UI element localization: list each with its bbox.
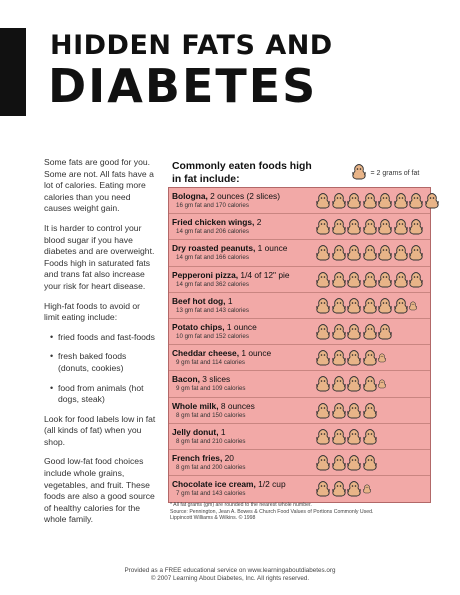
food-portion: 1/4 of 12" pie: [240, 269, 290, 280]
fat-drop-icon: [378, 218, 392, 236]
intro-paragraph-4: Look for food labels low in fat (all kinds of fat) when you shop.: [44, 413, 156, 447]
fat-drop-icon: [332, 218, 346, 236]
legend-text: = 2 grams of fat: [370, 169, 420, 177]
food-portion: 1: [227, 295, 233, 306]
fat-drop-icon: [316, 402, 330, 420]
food-portion: 1/2 cup: [258, 479, 286, 490]
food-fat-calories: 14 gm fat and 362 calories: [176, 280, 249, 288]
intro-paragraph-1: Some fats are good for you. Some are not. All fats have a lot of calories. Eating more calories than you need causes weight gain.: [44, 157, 154, 214]
fat-icon-group: [316, 192, 440, 210]
food-label: [172, 217, 261, 227]
food-portion: 1: [220, 426, 226, 437]
food-name: Pepperoni pizza,: [172, 269, 239, 280]
fat-drop-icon: [363, 323, 377, 341]
fat-drop-icon: [347, 375, 361, 393]
table-row: [169, 267, 430, 293]
fat-drop-icon: [316, 349, 330, 367]
fat-drop-icon: [332, 323, 346, 341]
food-portion: 20: [224, 452, 234, 463]
table-row: [169, 424, 430, 450]
fat-icon-group: [316, 428, 378, 446]
fat-icon-group: [316, 271, 425, 289]
fat-drop-icon: [332, 402, 346, 420]
fat-drop-icon: [332, 349, 346, 367]
food-fat-calories: 7 gm fat and 143 calories: [176, 490, 246, 498]
fat-drop-icon: [332, 297, 346, 315]
table-row: [169, 398, 430, 424]
fat-drop-icon: [394, 218, 408, 236]
footer-line: Provided as a FREE educational service on www.learningaboutdiabetes.org: [124, 567, 336, 574]
table-row: [169, 214, 430, 240]
avoid-list-item: • food from animals (hot dogs, steak): [44, 383, 156, 406]
fat-drop-icon: [363, 402, 377, 420]
fat-drop-icon: [363, 244, 377, 262]
fat-icon-group: [316, 244, 425, 262]
intro-column: [44, 157, 156, 534]
fat-icon-group: [316, 375, 388, 393]
food-name: Whole milk,: [172, 400, 219, 411]
fat-drop-icon: [409, 271, 423, 289]
avoid-list: [44, 332, 156, 406]
food-fat-calories: 8 gm fat and 150 calories: [176, 411, 246, 419]
food-portion: 2: [256, 217, 262, 228]
footer-line: © 2007 Learning About Diabetes, Inc. All rights reserved.: [150, 575, 310, 583]
fat-drop-icon: [347, 244, 361, 262]
fat-drop-icon: [363, 192, 377, 210]
food-fat-calories: 8 gm fat and 210 calories: [176, 437, 246, 445]
fat-drop-icon: [316, 297, 330, 315]
food-fat-calories: 10 gm fat and 152 calories: [176, 332, 249, 340]
table-row: [169, 371, 430, 397]
fat-icon-group: [316, 323, 394, 341]
fat-drop-icon: [363, 271, 377, 289]
fat-icon-group: [316, 480, 372, 498]
fat-drop-icon: [316, 323, 330, 341]
fat-icon-group: [316, 218, 425, 236]
legend: [352, 163, 419, 183]
table-row: [169, 188, 430, 214]
fat-drop-icon: [332, 244, 346, 262]
food-label: [172, 191, 280, 201]
food-fat-calories: 9 gm fat and 114 calories: [176, 359, 246, 367]
fat-drop-icon: [363, 454, 377, 472]
food-label: [172, 348, 271, 358]
food-portion: 8 ounces: [220, 400, 255, 411]
table-row: [169, 240, 430, 266]
food-label: [172, 401, 255, 411]
fat-drop-icon: [347, 192, 361, 210]
fat-drop-icon: [378, 244, 392, 262]
footnote-line: * All fat grams (gm) are rounded to the nearest whole number.: [170, 502, 312, 508]
fat-drop-icon: [363, 428, 377, 446]
fat-drop-icon: [332, 454, 346, 472]
avoid-list-item: • fried foods and fast-foods: [44, 332, 156, 344]
fat-drop-icon: [378, 271, 392, 289]
fat-drop-icon: [378, 192, 392, 210]
avoid-list-item: • fresh baked foods (donuts, cookies): [44, 351, 156, 374]
food-portion: 1 ounce: [226, 321, 257, 332]
fat-icon-group: [316, 349, 388, 367]
fat-drop-icon: [316, 218, 330, 236]
food-portion: 2 ounces (2 slices): [210, 191, 280, 201]
table-row: [169, 319, 430, 345]
fat-drop-icon: [332, 271, 346, 289]
fat-drop-icon: [394, 244, 408, 262]
fat-icon-group: [316, 454, 378, 472]
fat-drop-icon: [409, 218, 423, 236]
fat-drop-icon: [332, 428, 346, 446]
fat-drop-icon: [425, 192, 439, 210]
intro-paragraph-5: Good low-fat food choices include whole grains, vegetables, and fruit. These foods are also a good source of healthy calories for the whole family.: [44, 456, 155, 525]
food-name: Fried chicken wings,: [172, 217, 255, 228]
food-portion: 1 ounce: [241, 348, 272, 359]
page-title-line1: HIDDEN FATS AND: [50, 30, 333, 61]
fat-drop-icon: [363, 375, 377, 393]
food-name: Bacon,: [172, 374, 200, 385]
food-label: [172, 374, 230, 384]
fat-drop-icon: [316, 375, 330, 393]
fat-icon-group: [316, 402, 378, 420]
food-fat-calories: 9 gm fat and 109 calories: [176, 385, 246, 393]
fat-drop-icon: [316, 271, 330, 289]
fat-drop-icon: [347, 349, 361, 367]
footnote-line: Lippincott Williams & Wilkins. © 1998: [170, 515, 256, 522]
fat-drop-icon: [378, 297, 392, 315]
table-heading: Commonly eaten foods high in fat include:: [172, 161, 312, 185]
food-name: Chocolate ice cream,: [172, 479, 256, 490]
fat-drop-icon: [394, 271, 408, 289]
fat-drop-icon: [347, 218, 361, 236]
intro-paragraph-2: It is harder to control your blood sugar if you have diabetes and are overweight. Foods high in saturated fats and trans fat also increase your risk for heart disease.: [44, 222, 155, 291]
food-name: Bologna,: [172, 191, 208, 201]
table-footnote: [170, 502, 420, 522]
food-name: Beef hot dog,: [172, 295, 226, 306]
fat-drop-icon: [347, 428, 361, 446]
food-fat-calories: 14 gm fat and 206 calories: [176, 228, 249, 236]
fat-drop-icon: [363, 349, 377, 367]
fat-drop-icon: [316, 244, 330, 262]
title-accent-bar: [0, 28, 26, 116]
page-title-line2: DIABETES: [48, 59, 318, 113]
half-fat-drop-icon: [363, 480, 371, 498]
footnote-line: Source: Pennington, Jean A. Bowes & Church Food Values of Portions Commonly Used.: [170, 508, 374, 515]
food-fat-calories: 13 gm fat and 143 calories: [176, 306, 249, 314]
fat-drop-icon: [332, 480, 346, 498]
food-fat-calories: 14 gm fat and 166 calories: [176, 254, 249, 262]
fat-table: [168, 187, 431, 503]
food-label: [172, 322, 257, 332]
intro-paragraph-3: High-fat foods to avoid or limit eating include:: [44, 300, 141, 323]
food-portion: 3 slices: [202, 374, 231, 385]
fat-drop-icon: [394, 297, 408, 315]
food-name: French fries,: [172, 452, 223, 463]
half-fat-drop-icon: [409, 297, 417, 315]
fat-drop-icon: [347, 297, 361, 315]
fat-drop-icon: [316, 480, 330, 498]
fat-drop-icon: [378, 323, 392, 341]
table-row: [169, 293, 430, 319]
fat-drop-icon: [347, 323, 361, 341]
fat-drop-icon: [394, 192, 408, 210]
fat-drop-icon: [316, 428, 330, 446]
food-label: [172, 296, 233, 306]
fat-drop-icon: [316, 454, 330, 472]
food-label: [172, 453, 234, 463]
food-name: Dry roasted peanuts,: [172, 243, 256, 254]
food-name: Jelly donut,: [172, 426, 219, 437]
fat-drop-icon: [332, 375, 346, 393]
fat-drop-icon: [347, 454, 361, 472]
food-label: [172, 243, 287, 253]
fat-drop-icon: [409, 244, 423, 262]
food-name: Potato chips,: [172, 321, 225, 332]
food-name: Cheddar cheese,: [172, 348, 240, 359]
fat-icon-group: [316, 297, 419, 315]
fat-drop-icon: [409, 192, 423, 210]
food-label: [172, 479, 286, 489]
food-fat-calories: 16 gm fat and 170 calories: [176, 202, 249, 209]
food-label: [172, 427, 226, 437]
fat-drop-icon: [363, 218, 377, 236]
table-row: [169, 476, 430, 502]
food-label: [172, 270, 290, 280]
half-fat-drop-icon: [378, 375, 386, 393]
fat-drop-icon: [332, 192, 346, 210]
food-fat-calories: 8 gm fat and 200 calories: [176, 463, 246, 471]
table-row: [169, 345, 430, 371]
page-footer: [0, 567, 460, 583]
fat-drop-icon: [316, 192, 330, 210]
food-portion: 1 ounce: [257, 243, 288, 254]
fat-drop-icon: [352, 163, 368, 183]
half-fat-drop-icon: [378, 349, 386, 367]
fat-drop-icon: [347, 480, 361, 498]
fat-drop-icon: [347, 402, 361, 420]
fat-drop-icon: [347, 271, 361, 289]
fat-drop-icon: [363, 297, 377, 315]
table-row: [169, 450, 430, 476]
